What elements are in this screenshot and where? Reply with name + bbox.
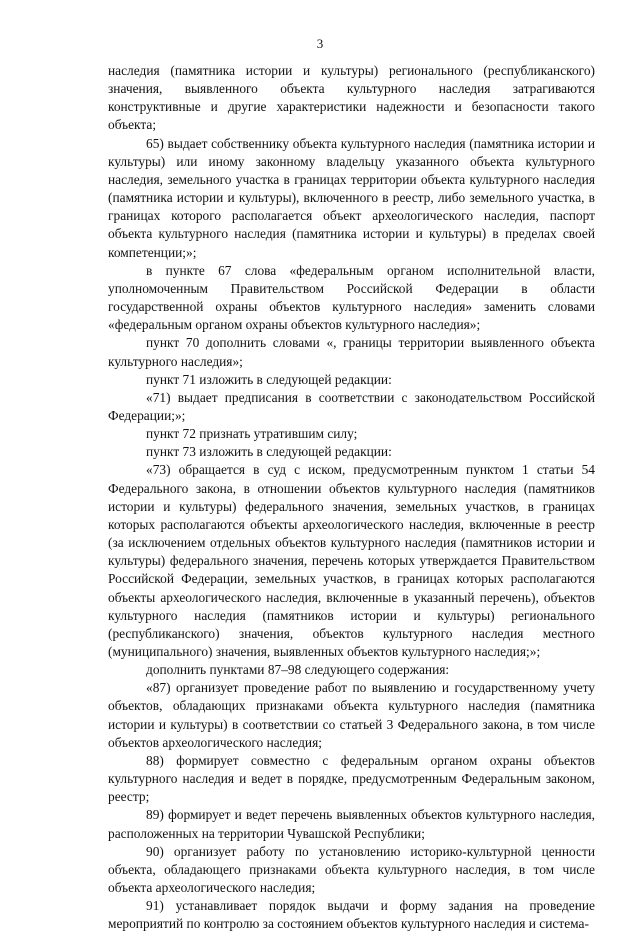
paragraph-item-71-intro: пункт 71 изложить в следующей редакции:	[146, 371, 392, 387]
paragraph-item-91: 91) устанавливает порядок выдачи и форму задания на проведение мероприятий по контролю за состоянием объектов культурного наследия и система-	[108, 898, 595, 932]
paragraph-item-70-amendment: пункт 70 дополнить словами «, границы территории выявленного объекта культурного наследия»;	[108, 335, 595, 369]
paragraph-continuation: наследия (памятника истории и культуры) регионального (республиканского) значения, выявленного объекта культурного наследия затрагиваются конструктивные и другие характеристики надежности и безопасности такого объекта;	[108, 63, 595, 133]
paragraph-item-73-intro: пункт 73 изложить в следующей редакции:	[146, 444, 392, 460]
paragraph-item-67-amendment: в пункте 67 слова «федеральным органом исполнительной власти, уполномоченным Правительством Российской Федерации в области государственной охраны объектов культурного наследия» заменить словами «федеральным органом охраны объектов культурного наследия»;	[108, 262, 595, 333]
paragraph-item-73: «73) обращается в суд с иском, предусмотренным пунктом 1 статьи 54 Федерального закона, в отношении объектов культурного наследия (памятников истории и культуры) федерального значения, земельных участков, в границах которых располагаются объекты археологического наследия, включенные в реестр (за исключением отдельных объектов культурного наследия (памятников истории и культуры) федерального значения, перечень которых утверждается Правительством Российской Федерации, земельных участков, в границах которых располагаются объекты археологического наследия, включенные в указанный перечень), объектов культурного наследия (памятников истории и культуры) регионального (республиканского) значения, объектов культурного наследия местного (муниципального) значения, выявленных объектов культурного наследия;»;	[108, 462, 595, 659]
paragraph-item-65: 65) выдает собственнику объекта культурного наследия (памятника истории и культуры) или иному законному владельцу указанного объекта культурного наследия, земельного участка в границах территории объекта культурного наследия (памятника истории и культуры), включенного в реестр, либо земельного участка, в границах которого располагается объект археологического наследия, паспорт объекта культурного наследия (памятника истории и культуры) в пределах своей компетенции;»;	[108, 135, 595, 260]
paragraph-item-90: 90) организует работу по установлению историко-культурной ценности объекта, обладающего признаками объекта культурного наследия, в том числе объекта археологического наследия;	[108, 843, 595, 896]
paragraph-item-87: «87) организует проведение работ по выявлению и государственному учету объектов, обладающих признаками объекта культурного наследия (памятника истории и культуры) в соответствии со статьей 3 Федерального закона, в том числе объектов археологического наследия;	[108, 680, 595, 750]
document-body	[108, 62, 595, 934]
paragraph-item-89: 89) формирует и ведет перечень выявленных объектов культурного наследия, расположенных на территории Чувашской Республики;	[108, 807, 595, 841]
page-number: 3	[316, 36, 324, 51]
paragraph-item-71: «71) выдает предписания в соответствии с законодательством Российской Федерации;»;	[108, 389, 595, 423]
paragraph-item-88: 88) формирует совместно с федеральным органом охраны объектов культурного наследия и ведет в порядке, предусмотренным Федеральным законом, реестр;	[108, 752, 595, 805]
paragraph-item-72-repeal: пункт 72 признать утратившим силу;	[146, 426, 358, 442]
paragraph-items-87-98-intro: дополнить пунктами 87–98 следующего содержания:	[146, 662, 450, 678]
